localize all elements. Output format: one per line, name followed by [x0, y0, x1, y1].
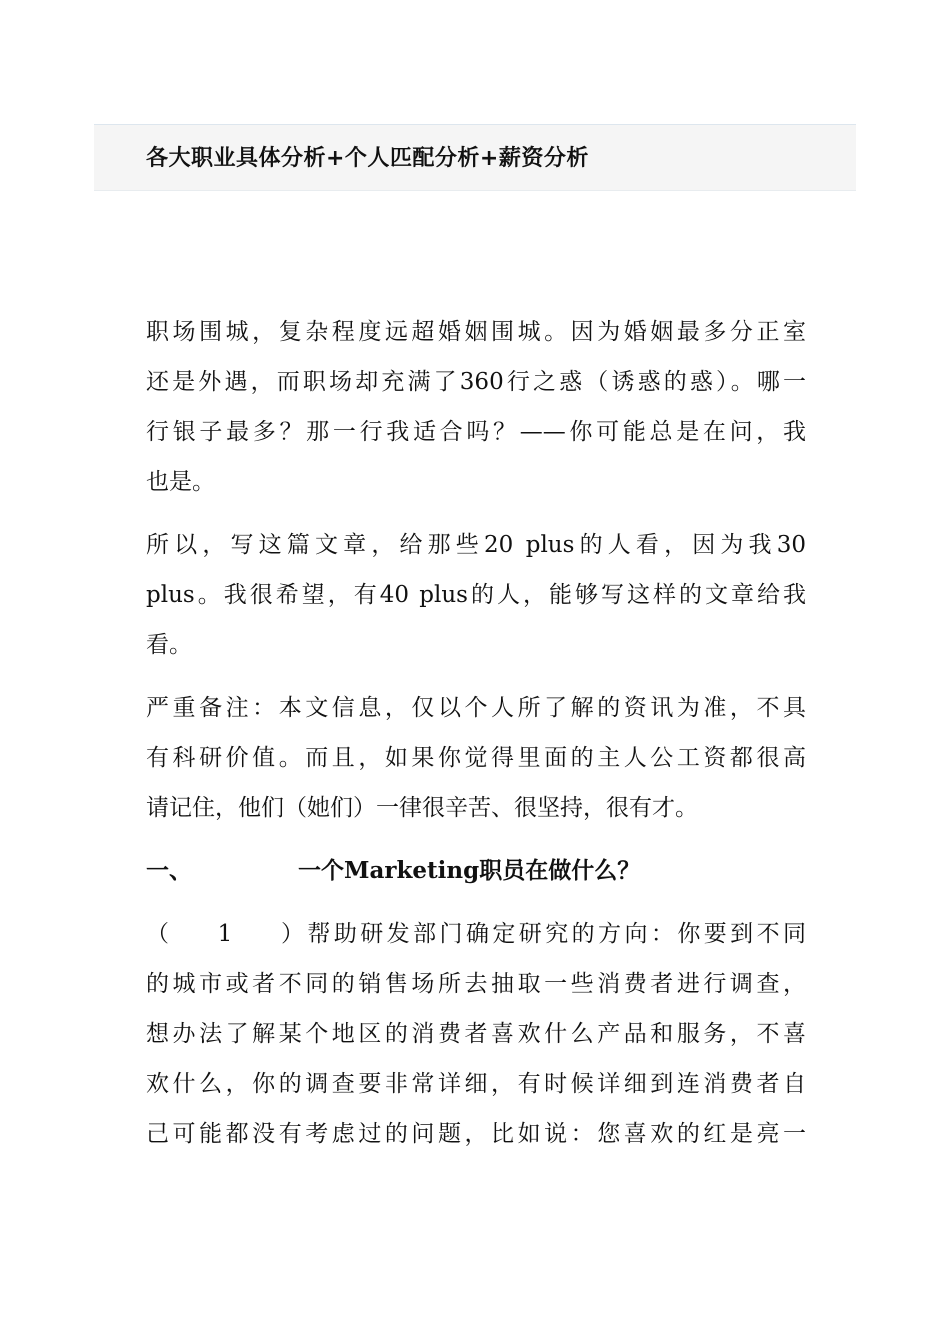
text-line: 还是外遇，而职场却充满了360行之惑（诱惑的惑）。哪一 [146, 369, 806, 395]
text-line: 的城市或者不同的销售场所去抽取一些消费者进行调查， [146, 971, 806, 997]
list-item [146, 909, 806, 1159]
text-line: 也是。 [146, 469, 215, 495]
text-line: 想办法了解某个地区的消费者喜欢什么产品和服务，不喜 [146, 1021, 806, 1047]
text-line: 看。 [146, 632, 192, 658]
text-line: 己可能都没有考虑过的问题，比如说：您喜欢的红是亮一 [146, 1121, 806, 1147]
document-body [146, 307, 806, 1172]
paragraph-audience [146, 520, 806, 670]
title-bar [94, 124, 856, 191]
text-line: 有科研价值。而且，如果你觉得里面的主人公工资都很高 [146, 745, 806, 771]
section-heading [146, 846, 806, 896]
section-title: 一个Marketing职员在做什么？ [298, 857, 641, 884]
text-line [146, 909, 806, 959]
text-line: plus。我很希望，有40 plus的人，能够写这样的文章给我 [146, 582, 806, 608]
text-line: 严重备注：本文信息，仅以个人所了解的资讯为准，不具 [146, 695, 806, 721]
text-line: 行银子最多？那一行我适合吗？——你可能总是在问，我 [146, 419, 806, 445]
paragraph-disclaimer [146, 683, 806, 833]
item-number: （1） [146, 921, 304, 947]
text-line: 请记住，他们（她们）一律很辛苦、很坚持，很有才。 [146, 795, 698, 821]
section-number: 一、 [146, 857, 192, 884]
paragraph-intro [146, 307, 806, 507]
text-line: 欢什么，你的调查要非常详细，有时候详细到连消费者自 [146, 1071, 806, 1097]
item-lead-text: 帮助研发部门确定研究的方向：你要到不同 [304, 921, 806, 947]
text-line: 所以，写这篇文章，给那些20 plus的人看，因为我30 [146, 532, 806, 558]
text-line: 职场围城，复杂程度远超婚姻围城。因为婚姻最多分正室 [146, 319, 806, 345]
document-title: 各大职业具体分析+个人匹配分析+薪资分析 [146, 146, 589, 171]
